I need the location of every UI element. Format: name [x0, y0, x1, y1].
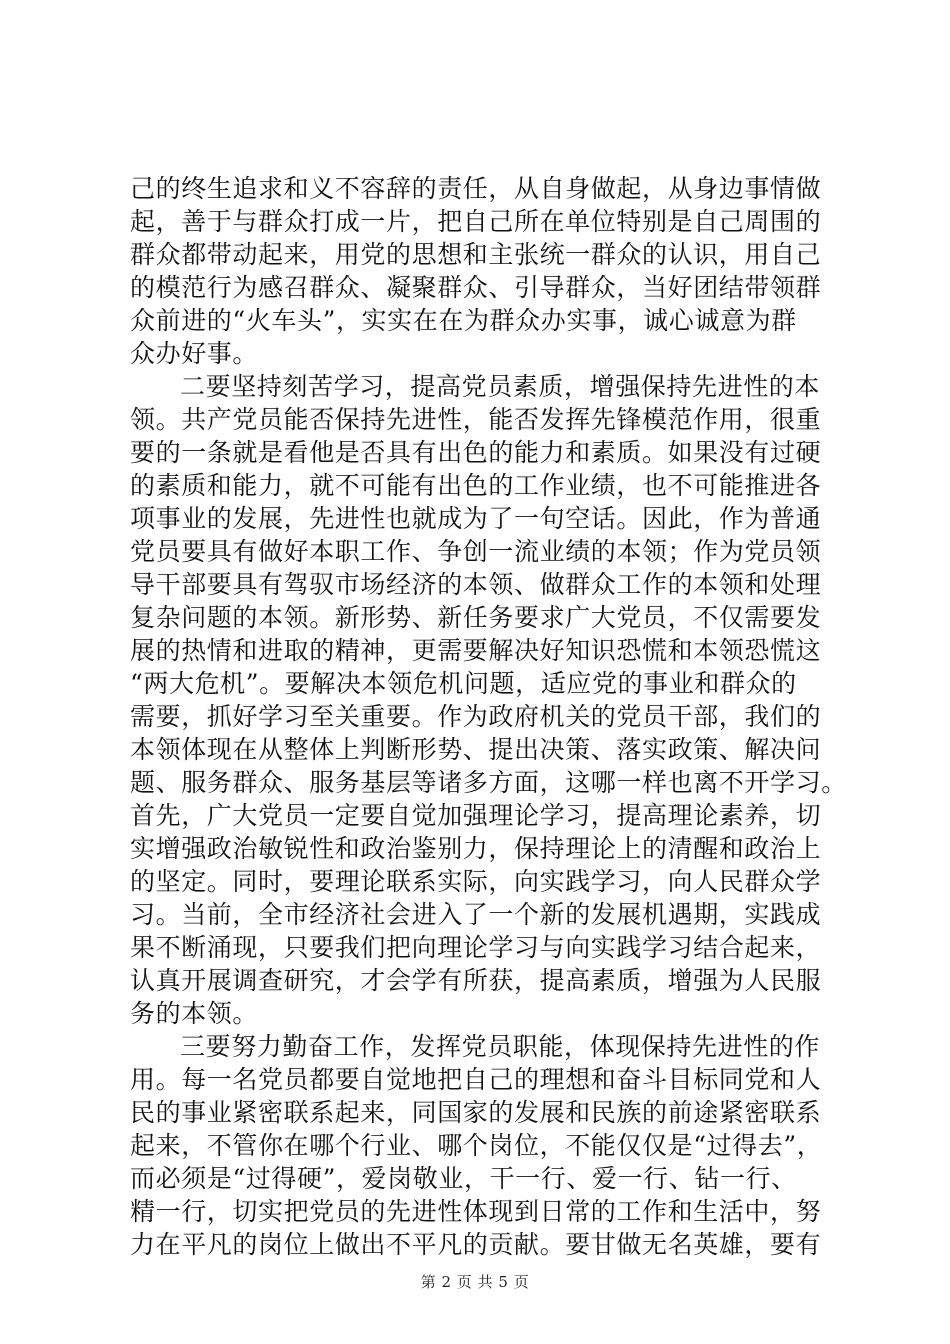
page-number-footer: 第 2 页 共 5 页 — [420, 1273, 530, 1291]
text-line: 众办好事。 — [130, 339, 259, 368]
paragraph-start-line: 二要坚持刻苦学习，提高党员素质，增强保持先进性的本 — [180, 372, 821, 401]
text-line: 己的终生追求和义不容辞的责任，从自身做起，从身边事情做 — [130, 174, 822, 203]
text-line: 实增强政治敏锐性和政治鉴别力，保持理论上的清醒和政治上 — [130, 834, 822, 863]
text-line: 而必须是“过得硬”，爱岗敬业，干一行、爱一行、钻一行、 — [130, 1164, 797, 1193]
text-line: 展的热情和进取的精神，更需要解决好知识恐慌和本领恐慌这 — [130, 636, 822, 665]
body-text — [130, 172, 847, 1261]
text-line: 群众都带动起来，用党的思想和主张统一群众的认识，用自己 — [130, 240, 822, 269]
text-line: 的素质和能力，就不可能有出色的工作业绩，也不可能推进各 — [130, 471, 822, 500]
text-line: 用。每一名党员都要自觉地把自己的理想和奋斗目标同党和人 — [130, 1065, 822, 1094]
text-line: 务的本领。 — [130, 999, 259, 1028]
text-line: 领。共产党员能否保持先进性，能否发挥先锋模范作用，很重 — [130, 405, 822, 434]
text-line: 果不断涌现，只要我们把向理论学习与向实践学习结合起来， — [130, 933, 822, 962]
paragraph-start-line: 三要努力勤奋工作，发挥党员职能，体现保持先进性的作 — [180, 1032, 821, 1061]
text-line: 复杂问题的本领。新形势、新任务要求广大党员，不仅需要发 — [130, 603, 822, 632]
text-line: 起，善于与群众打成一片，把自己所在单位特别是自己周围的 — [130, 207, 822, 236]
text-line: 首先，广大党员一定要自觉加强理论学习，提高理论素养，切 — [130, 801, 822, 830]
text-line: “两大危机”。要解决本领危机问题，适应党的事业和群众的 — [130, 669, 797, 698]
text-line: 习。当前，全市经济社会进入了一个新的发展机遇期，实践成 — [130, 900, 822, 929]
text-line: 众前进的“火车头”，实实在在为群众办实事，诚心诚意为群 — [130, 306, 797, 335]
text-line: 精一行，切实把党员的先进性体现到日常的工作和生活中，努 — [130, 1197, 822, 1226]
text-line: 党员要具有做好本职工作、争创一流业绩的本领；作为党员领 — [130, 537, 822, 566]
text-line: 起来，不管你在哪个行业、哪个岗位，不能仅仅是“过得去”， — [130, 1131, 823, 1160]
text-line: 的模范行为感召群众、凝聚群众、引导群众，当好团结带领群 — [130, 273, 822, 302]
text-line: 题、服务群众、服务基层等诸多方面，这哪一样也离不开学习。 — [130, 768, 847, 797]
text-line: 民的事业紧密联系起来，同国家的发展和民族的前途紧密联系 — [130, 1098, 822, 1127]
text-line: 导干部要具有驾驭市场经济的本领、做群众工作的本领和处理 — [130, 570, 822, 599]
text-line: 的坚定。同时，要理论联系实际，向实践学习，向人民群众学 — [130, 867, 822, 896]
text-line: 本领体现在从整体上判断形势、提出决策、落实政策、解决问 — [130, 735, 822, 764]
text-line: 项事业的发展，先进性也就成为了一句空话。因此，作为普通 — [130, 504, 822, 533]
text-line: 要的一条就是看他是否具有出色的能力和素质。如果没有过硬 — [130, 438, 822, 467]
text-line: 需要，抓好学习至关重要。作为政府机关的党员干部，我们的 — [130, 702, 822, 731]
text-line: 认真开展调查研究，才会学有所获，提高素质，增强为人民服 — [130, 966, 822, 995]
text-line: 力在平凡的岗位上做出不平凡的贡献。要甘做无名英雄，要有 — [130, 1230, 822, 1259]
